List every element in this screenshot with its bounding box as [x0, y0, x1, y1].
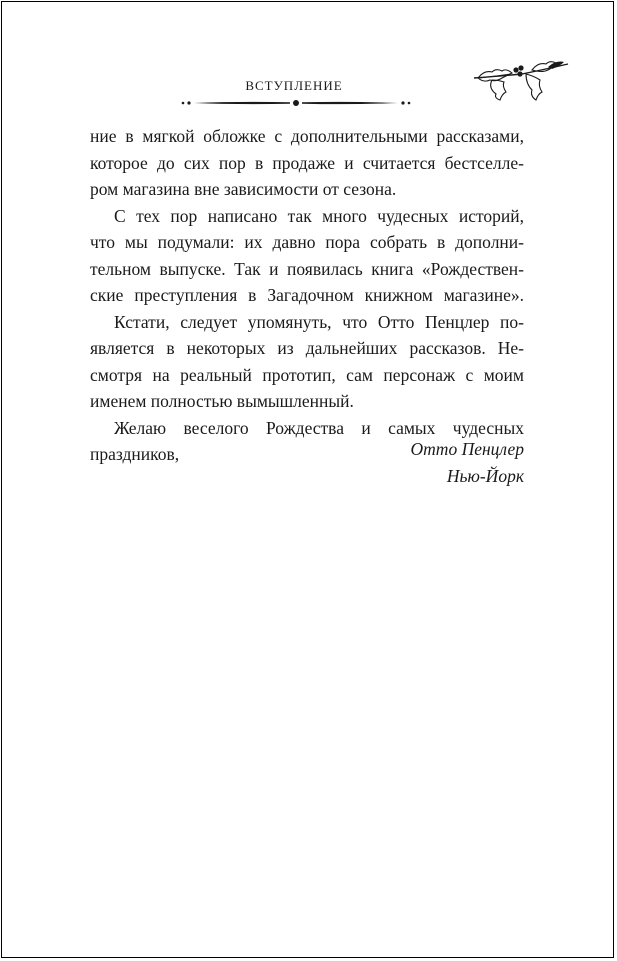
- text-line: Желаю веселого Рождества и самых чудесных: [114, 417, 524, 438]
- text-line: праздников,: [90, 444, 180, 464]
- text-line: тельном выпуске. Так и появилась книга «Рождествен-: [90, 258, 524, 279]
- text-line: ние в мягкой обложке с дополнительными рассказами,: [90, 126, 524, 146]
- text-line: смотря на реальный прототип, сам персонаж с моим: [90, 364, 524, 385]
- text-line: что мы подумали: их давно пора собрать в дополни-: [90, 232, 524, 252]
- paragraph-1: [90, 123, 524, 203]
- paragraph-3: [90, 309, 524, 415]
- signature-name: Отто Пенцлер: [410, 439, 524, 459]
- text-line: ром магазина вне зависимости от сезона.: [90, 179, 397, 199]
- running-head-title: ВСТУПЛЕНИЕ: [245, 78, 343, 93]
- text-line: Кстати, следует упомянуть, что Отто Пенцлер по-: [114, 311, 524, 332]
- text-line: С тех пор написано так много чудесных историй,: [114, 205, 524, 226]
- paragraph-2: [90, 203, 524, 309]
- text-line: которое до сих пор в продаже и считается бестселле-: [90, 152, 524, 173]
- book-page: [1, 1, 614, 958]
- text-line: именем полностью вымышленный.: [90, 391, 354, 411]
- signature-place: Нью-Йорк: [446, 465, 524, 486]
- ornamental-rule-icon: [180, 98, 412, 108]
- holly-sprig-icon: [472, 56, 570, 104]
- text-line: является в некоторых из дальнейших рассказов. Не-: [90, 338, 524, 358]
- body-text: [90, 123, 524, 468]
- signature-block: [90, 436, 524, 489]
- text-line: ские преступления в Загадочном книжном магазине».: [90, 285, 524, 305]
